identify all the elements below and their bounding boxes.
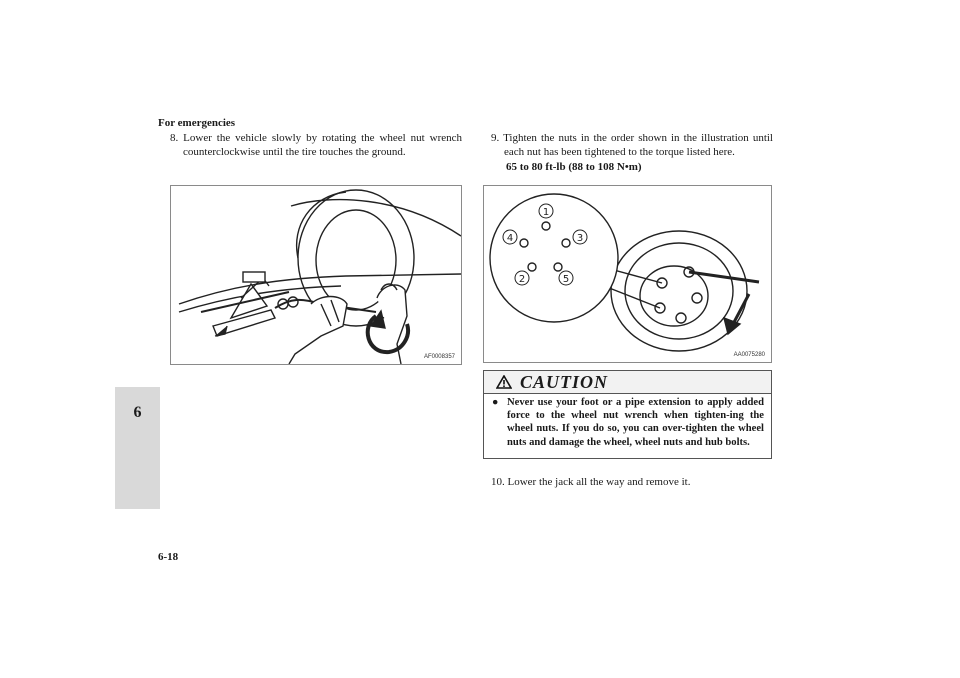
jack-lowering-drawing [171,186,461,364]
step-9-text: 9. Tighten the nuts in the order shown in the illustration until each nut has been tightened to the torque listed here. [491,132,773,158]
jack-lowering-illustration [170,185,462,365]
caution-header [484,371,771,394]
torque-spec: 65 to 80 ft-lb (88 to 108 N•m) [506,161,642,173]
figure-code-1: AF0008357 [423,354,455,360]
figure-code-2: AA0075280 [733,352,765,358]
nut-order-illustration [483,185,772,363]
step-10-text: 10. Lower the jack all the way and remove it. [491,476,691,488]
caution-box [483,370,772,459]
nut-label-4: 4 [506,233,514,244]
section-header: For emergencies [158,117,236,129]
bullet-icon: ● [492,397,499,408]
chapter-number: 6 [133,404,142,421]
caution-title: CAUTION [520,372,609,392]
page-number: 6-18 [158,551,179,563]
step-8-text: 8. Lower the vehicle slowly by rotating the wheel nut wrench counterclockwise until the tire touches the ground. [170,132,462,158]
caution-body [492,396,764,449]
caution-text: Never use your foot or a pipe extension to apply added force to the wheel nut wrench when tighten-ing the wheel nuts. If you do so, you can over-tighten the wheel nuts and damage the wheel, wheel nuts and hub bolts. [507,397,764,448]
nut-label-2: 2 [518,274,526,285]
nut-label-5: 5 [562,274,570,285]
nut-order-drawing [484,186,771,362]
warning-triangle-icon [496,375,512,389]
nut-label-3: 3 [576,233,584,244]
nut-label-1: 1 [542,207,550,218]
